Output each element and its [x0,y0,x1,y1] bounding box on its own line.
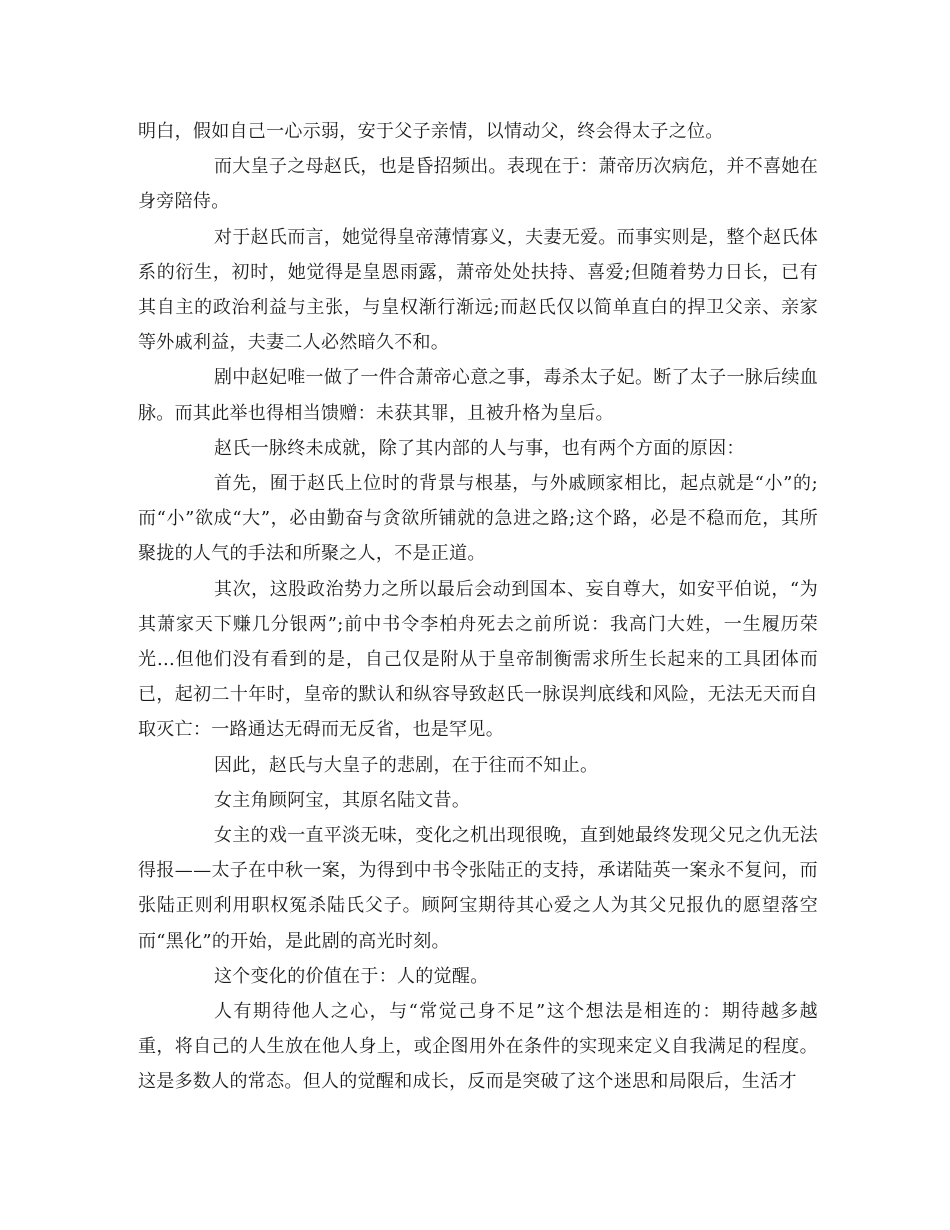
paragraph: 对于赵氏而言，她觉得皇帝薄情寡义，夫妻无爱。而事实则是，整个赵氏体系的衍生，初时，她觉得是皇恩雨露，萧帝处处扶持、喜爱;但随着势力日长，已有其自主的政治利益与主张，与皇权渐行渐远;而赵氏仅以简单直白的捍卫父亲、亲家等外戚利益，夫妻二人必然暗久不和。 [138,226,818,354]
paragraph: 剧中赵妃唯一做了一件合萧帝心意之事，毒杀太子妃。断了太子一脉后续血脉。而其此举也得相当馈赠：未获其罪，且被升格为皇后。 [138,367,818,424]
paragraph: 其次，这股政治势力之所以最后会动到国本、妄自尊大，如安平伯说，“为其萧家天下赚几分银两”;前中书令李柏舟死去之前所说：我高门大姓，一生履历荣光…但他们没有看到的是，自己仅是附从于皇帝制衡需求所生长起来的工具团体而已，起初二十年时，皇帝的默认和纵容导致赵氏一脉误判底线和风险，无法无天而自取灭亡：一路通达无碍而无反省，也是罕见。 [138,578,818,741]
paragraph: 赵氏一脉终未成就，除了其内部的人与事，也有两个方面的原因： [214,437,745,459]
paragraph: 这个变化的价值在于：人的觉醒。 [214,965,489,987]
paragraph: 而大皇子之母赵氏，也是昏招频出。表现在于：萧帝历次病危，并不喜她在身旁陪侍。 [138,156,818,213]
paragraph: 人有期待他人之心，与“常觉己身不足”这个想法是相连的：期待越多越重，将自己的人生放在他人身上，或企图用外在条件的实现来定义自我满足的程度。这是多数人的常态。但人的觉醒和成长，反而是突破了这个迷思和局限后，生活才 [138,1001,818,1093]
paragraph: 因此，赵氏与大皇子的悲剧，在于往而不知止。 [214,754,599,776]
document-body [138,114,818,1100]
paragraph-continuation: 明白，假如自己一心示弱，安于父子亲情，以情动父，终会得太子之位。 [138,121,724,142]
paragraph: 女主角顾阿宝，其原名陆文昔。 [214,789,471,811]
paragraph: 首先，囿于赵氏上位时的背景与根基，与外戚顾家相比，起点就是“小”的;而“小”欲成“大”，必由勤奋与贪欲所铺就的急进之路;这个路，必是不稳而危，其所聚拢的人气的手法和所聚之人，不是正道。 [138,473,818,565]
paragraph: 女主的戏一直平淡无味，变化之机出现很晚，直到她最终发现父兄之仇无法得报——太子在中秋一案，为得到中书令张陆正的支持，承诺陆英一案永不复问，而张陆正则利用职权冤杀陆氏父子。顾阿宝期待其心爱之人为其父兄报仇的愿望落空而“黑化”的开始，是此剧的高光时刻。 [138,825,818,952]
